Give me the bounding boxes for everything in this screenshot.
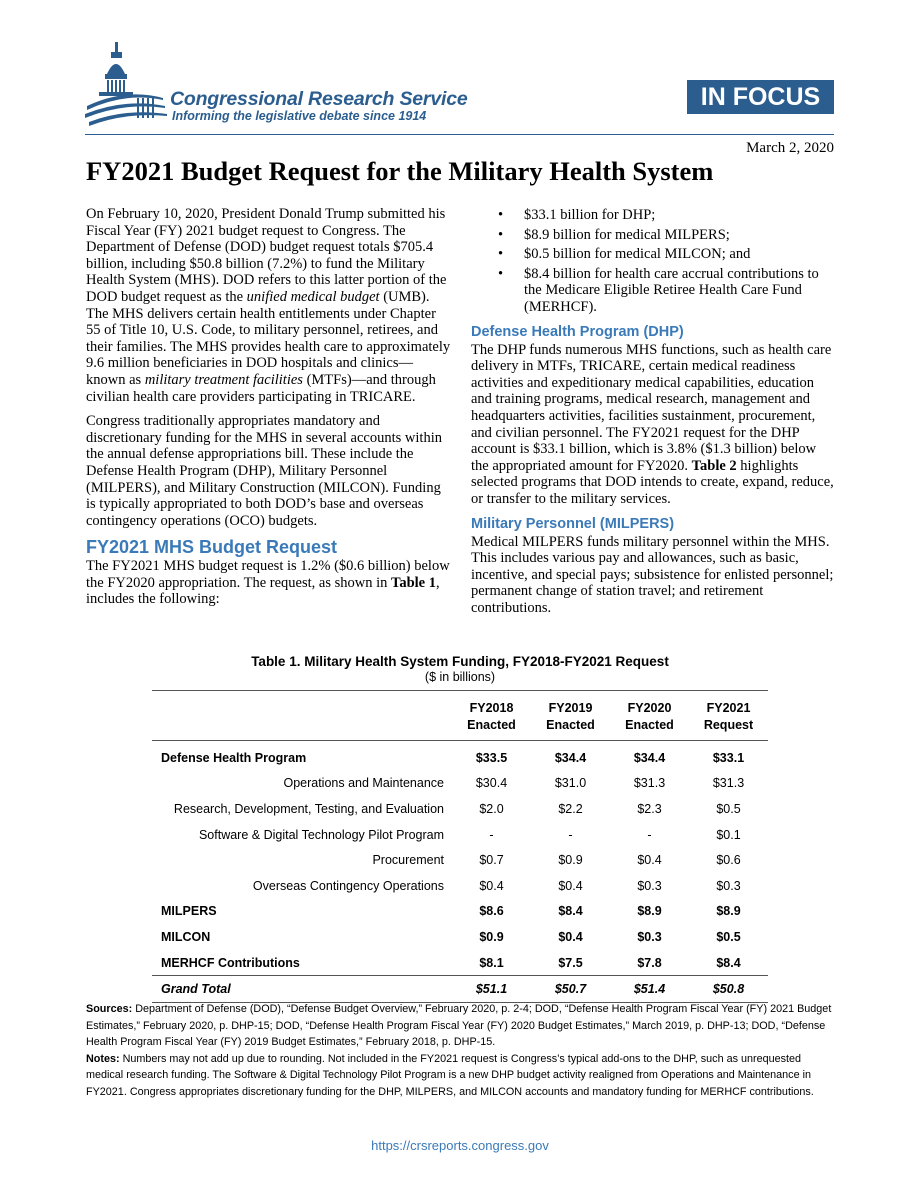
- org-tagline: Informing the legislative debate since 1914: [172, 109, 427, 123]
- table-row: Software & Digital Technology Pilot Program - - - $0.1: [198, 827, 741, 842]
- request-bullet-list: [471, 207, 835, 316]
- left-column: [86, 206, 452, 616]
- column-header: FY2021 Request: [689, 691, 768, 741]
- right-column: [471, 207, 835, 624]
- table-row: MILCON $0.9 $0.4 $0.3 $0.5: [161, 929, 741, 944]
- table-row: MERHCF Contributions $8.1 $7.5 $7.8 $8.4: [161, 955, 741, 970]
- crs-capitol-logo: [85, 40, 170, 130]
- notes-note: Notes: Numbers may not add up due to rounding. Not included in the FY2021 request is Congress’s typical add-ons to the DHP, such as unrequested medical research funding. The Software & Digital Technology Pilot Program is a new DHP budget activity realigned from Operations and Maintenance in FY2021. Congress appropriates discretionary funding for the DHP, MILPERS, and MILCON accounts and mandatory funding for MERHCF contributions.: [86, 1052, 814, 1098]
- column-header: FY2019 Enacted: [531, 691, 610, 741]
- table-row: Research, Development, Testing, and Evaluation $2.0 $2.2 $2.3 $0.5: [173, 801, 741, 816]
- table-row: MILPERS $8.6 $8.4 $8.9 $8.9: [161, 904, 741, 919]
- dhp-paragraph: The DHP funds numerous MHS functions, such as health care delivery in MTFs, TRICARE, certain medical readiness activities and expeditionary medical capabilities, education and training programs, medical research, management and headquarters activities, facilities sustainment, procurement, and civilian personnel. The FY2021 request for the DHP account is $33.1 billion, which is 3.8% ($1.3 billion) below the appropriated amount for FY2020. Table 2 highlights selected programs that DOD intends to create, expand, reduce, or transfer to the military services.: [471, 341, 834, 507]
- appropriations-paragraph: Congress traditionally appropriates mandatory and discretionary funding for the MHS in several accounts within the annual defense appropriations bill. These include the Defense Health Program (DHP), Military Personnel (MILPERS), and Military Construction (MILCON). Funding is typically appropriated to both DOD’s base and overseas contingency operations (OCO) budgets.: [86, 413, 442, 529]
- table-subtitle: ($ in billions): [424, 670, 496, 684]
- page-title: FY2021 Budget Request for the Military Health System: [86, 156, 714, 186]
- column-header: FY2018 Enacted: [452, 691, 531, 741]
- section-heading-dhp: Defense Health Program (DHP): [471, 323, 684, 340]
- table-title: Table 1. Military Health System Funding, FY2018-FY2021 Request: [251, 654, 669, 669]
- in-focus-badge: IN FOCUS: [687, 80, 834, 114]
- sources-note: Sources: Department of Defense (DOD), “Defense Budget Overview,” February 2020, p. 2-4; DOD, “Defense Health Program Fiscal Year (FY) 2021 Budget Estimates,” February 2020, p. DHP-15; DOD, “Defense Health Program Fiscal Year (FY) 2020 Budget Estimates,” March 2019, p. DHP-13; DOD, “Defense Health Program Fiscal Year (FY) 2019 Budget Estimates,” February 2018, p. DHP-15.: [86, 1003, 832, 1048]
- list-item: • $8.4 billion for health care accrual contributions to the Medicare Eligible Retiree Health Care Fund (MERHCF).: [498, 265, 819, 315]
- intro-paragraph: On February 10, 2020, President Donald Trump submitted his Fiscal Year (FY) 2021 budget request to Congress. The Department of Defense (DOD) budget request totals $705.4 billion, including $50.8 billion (7.2%) to fund the Military Health System (MHS). DOD refers to this latter portion of the DOD budget request as the unified medical budget (UMB). The MHS delivers certain health entitlements under Chapter 55 of Title 10, U.S. Code, to military personnel, retirees, and their families. The MHS provides health care to approximately 9.6 million beneficiaries in DOD hospitals and clinics—known as military treatment facilities (MTFs)—and through civilian health care providers participating in TRICARE.: [86, 206, 451, 405]
- table-row: Procurement $0.7 $0.9 $0.4 $0.6: [372, 853, 741, 868]
- publication-date: March 2, 2020: [746, 140, 834, 156]
- column-header-label: [152, 691, 452, 741]
- table-row: Defense Health Program $33.5 $34.4 $34.4 $33.1: [161, 750, 745, 765]
- table-row: Operations and Maintenance $30.4 $31.0 $31.3 $31.3: [283, 776, 745, 791]
- list-item: • $8.9 billion for medical MILPERS;: [498, 226, 730, 243]
- section-heading-budget-request: FY2021 MHS Budget Request: [86, 537, 338, 558]
- table-row: Overseas Contingency Operations $0.4 $0.4 $0.3 $0.3: [252, 878, 741, 893]
- org-name: Congressional Research Service: [170, 88, 468, 110]
- list-item: • $33.1 billion for DHP;: [498, 207, 656, 223]
- column-header: FY2020 Enacted: [610, 691, 689, 741]
- section-heading-milpers: Military Personnel (MILPERS): [471, 515, 675, 532]
- table-notes: [86, 1001, 836, 1100]
- budget-request-paragraph: The FY2021 MHS budget request is 1.2% ($0.6 billion) below the FY2020 appropriation. The request, as shown in Table 1, includes the following:: [86, 558, 450, 608]
- table-header-row: [152, 691, 768, 741]
- list-item: • $0.5 billion for medical MILCON; and: [498, 246, 751, 263]
- footer-url-link[interactable]: https://crsreports.congress.gov: [371, 1138, 549, 1153]
- header-divider: [85, 134, 834, 135]
- table-caption: [0, 654, 920, 685]
- table-total-row: Grand Total $51.1 $50.7 $51.4 $50.8: [152, 976, 768, 1003]
- milpers-paragraph: Medical MILPERS funds military personnel within the MHS. This includes various pay and allowances, such as basic, incentive, and special pays; subsistence for enlisted personnel; permanent change of station travel; and retirement contributions.: [471, 533, 834, 616]
- funding-table: [152, 690, 768, 1003]
